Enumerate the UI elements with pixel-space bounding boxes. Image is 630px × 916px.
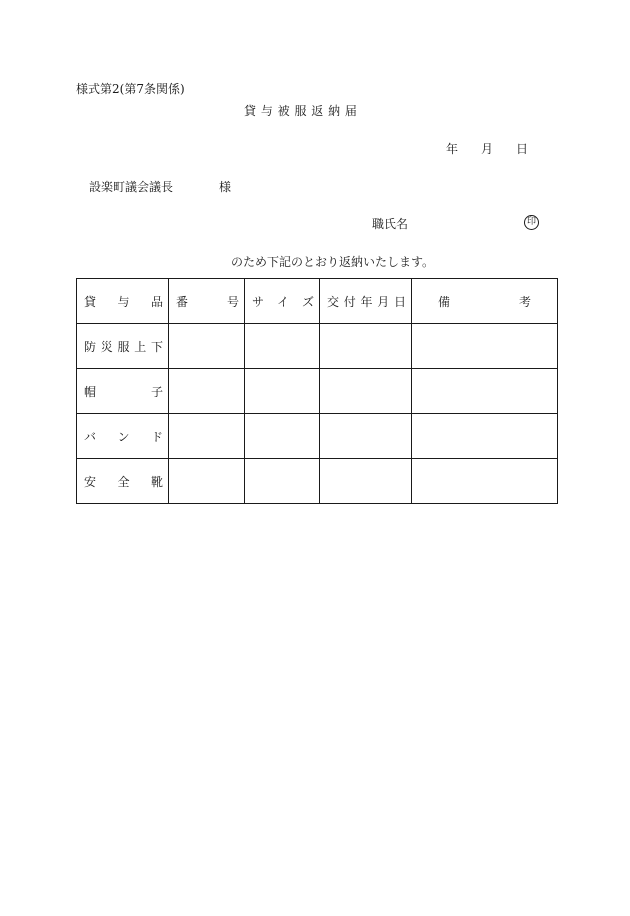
seal-mark: 印	[524, 215, 539, 230]
blank-entry-cell[interactable]	[245, 414, 320, 459]
blank-entry-cell[interactable]	[320, 324, 412, 369]
form-number-label: 様式第2(第7条関係)	[76, 82, 185, 96]
table-row	[77, 324, 558, 369]
blank-entry-cell[interactable]	[412, 459, 558, 504]
blank-entry-cell[interactable]	[245, 459, 320, 504]
blank-entry-cell[interactable]	[245, 324, 320, 369]
intro-text: のため下記のとおり返納いたします。	[231, 255, 435, 269]
blank-entry-cell[interactable]	[169, 414, 245, 459]
blank-entry-cell[interactable]	[320, 414, 412, 459]
header-issue-date: 交 付 年 月 日	[320, 279, 412, 324]
table-row	[77, 459, 558, 504]
blank-entry-cell[interactable]	[412, 414, 558, 459]
blank-entry-cell[interactable]	[169, 459, 245, 504]
honorific: 様	[219, 180, 232, 194]
blank-entry-cell[interactable]	[245, 369, 320, 414]
header-remarks: 備 考	[412, 279, 558, 324]
blank-entry-cell[interactable]	[412, 369, 558, 414]
item-name-cell: 帽 子	[77, 369, 169, 414]
blank-entry-cell[interactable]	[320, 459, 412, 504]
table-row	[77, 369, 558, 414]
header-size: サ イ ズ	[245, 279, 320, 324]
blank-entry-cell[interactable]	[320, 369, 412, 414]
table-row	[77, 414, 558, 459]
addressee: 設楽町議会議長	[89, 180, 174, 194]
item-name-cell: 安 全 靴	[77, 459, 169, 504]
item-name-cell: 防 災 服 上 下	[77, 324, 169, 369]
document-title: 貸 与 被 服 返 納 届	[244, 104, 358, 118]
blank-entry-cell[interactable]	[169, 324, 245, 369]
blank-entry-cell[interactable]	[169, 369, 245, 414]
position-name-label: 職氏名	[372, 217, 409, 231]
table-header-row	[77, 279, 558, 324]
date-year-label: 年	[446, 142, 459, 156]
blank-entry-cell[interactable]	[412, 324, 558, 369]
date-day-label: 日	[516, 142, 529, 156]
return-items-table	[76, 278, 558, 504]
item-name-cell: バ ン ド	[77, 414, 169, 459]
header-item: 貸 与 品	[77, 279, 169, 324]
date-month-label: 月	[481, 142, 494, 156]
header-number: 番 号	[169, 279, 245, 324]
